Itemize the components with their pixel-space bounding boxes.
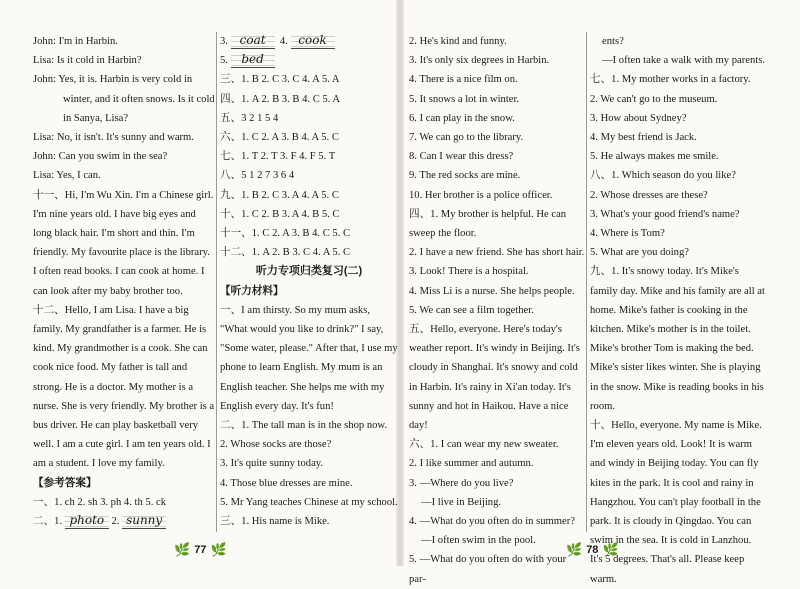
- script-line: —I often take a walk with my parents.: [602, 55, 765, 67]
- handwritten-word: sunny: [122, 512, 166, 529]
- script-line: 2. I like summer and autumn.: [409, 458, 534, 470]
- column-4: [590, 32, 766, 589]
- handwritten-word: coat: [231, 32, 275, 49]
- script-line: ents?: [602, 36, 624, 47]
- material-heading: 【听力材料】: [220, 285, 284, 297]
- script-line: 二、1. The tall man is in the shop now.: [220, 420, 388, 432]
- answer-row-handwritten: 二、1. photo 2. sunny: [33, 512, 215, 531]
- script-line: 5. What are you doing?: [590, 247, 689, 259]
- answer-row: 十一、1. C 2. A 3. B 4. C 5. C: [220, 228, 351, 240]
- script-line: 4. Where is Tom?: [590, 228, 665, 240]
- answer-row-handwritten: 3. coat 4. cook: [220, 32, 398, 51]
- sprout-icon: 🌿: [174, 542, 191, 557]
- sprout-icon: 🌿: [566, 542, 583, 557]
- answer-row: 三、1. B 2. C 3. C 4. A 5. A: [220, 74, 340, 86]
- script-line: 7. We can go to the library.: [409, 132, 524, 144]
- column-2: [220, 32, 398, 531]
- script-line: 3. —Where do you live?: [409, 477, 514, 489]
- passage: 十、Hello, everyone. My name is Mike. I'm eleven years old. Look! It is warm and windy in Beijing today. You can fly kites in the park. It is cool and rainy in Hangzhou. You can't play football in the park. It is cloudy in Qingdao. You can swim in the sea. It is cold in Lanzhou. It's 5 degrees. That's all. Please keep warm.: [590, 420, 762, 585]
- script-line: 9. The red socks are mine.: [409, 170, 521, 182]
- sprout-icon: 🌿: [210, 542, 227, 557]
- script-line: 5. Mr Yang teaches Chinese at my school.: [220, 496, 398, 508]
- passage-11: 十一、Hi, I'm Wu Xin. I'm a Chinese girl. I'm nine years old. I have big eyes and long black hair. I'm short and thin. I'm friendly. My favourite place is the library. I often read books. I can cook at home. I can look after my baby brother too.: [33, 189, 214, 297]
- passage: 九、1. It's snowy today. It's Mike's family day. Mike and his family are all at home. Mike's father is cooking in the kitchen. Mike's mother is in the toilet. Mike's brother Tom is making the bed. Mike's sister likes winter. She is playing in the snow. Mike is reading books in his room.: [590, 266, 765, 412]
- handwritten-word: photo: [65, 512, 109, 529]
- script-line: 4. Miss Li is a nurse. She helps people.: [409, 285, 575, 297]
- column-1: [33, 32, 215, 531]
- dialogue-line: Lisa: No, it isn't. It's sunny and warm.: [33, 132, 194, 144]
- script-line: 八、1. Which season do you like?: [590, 170, 736, 182]
- script-line: 七、1. My mother works in a factory.: [590, 74, 751, 86]
- passage: 五、Hello, everyone. Here's today's weather report. It's windy in Beijing. It's cloudy in Shanghai. It's snowy and cold in Harbin. It's rainy in Xi'an today. It's sunny and hot in Haikou. Have a nice day!: [409, 324, 580, 432]
- script-line: 5. —What do you often do with your par-: [409, 554, 567, 585]
- answer-row: 十二、1. A 2. B 3. C 4. A 5. C: [220, 247, 351, 259]
- script-line: 5. He always makes me smile.: [590, 151, 719, 163]
- script-line: 3. It's quite sunny today.: [220, 458, 324, 470]
- script-line: 3. Look! There is a hospital.: [409, 266, 529, 278]
- script-line: 2. I have a new friend. She has short hair.: [409, 247, 585, 259]
- column-divider: [216, 32, 217, 532]
- script-line: 5. We can see a film together.: [409, 304, 534, 316]
- script-line: 4. There is a nice film on.: [409, 74, 518, 86]
- dialogue-line: John: I'm in Harbin.: [33, 36, 118, 47]
- section-title: 听力专项归类复习(二): [255, 265, 363, 278]
- script-line: 3. What's your good friend's name?: [590, 208, 740, 220]
- script-line: —I live in Beijing.: [421, 496, 502, 508]
- column-divider: [586, 32, 587, 532]
- handwritten-word: cook: [291, 32, 335, 49]
- answer-row: 一、1. ch 2. sh 3. ph 4. th 5. ck: [33, 496, 167, 508]
- script-line: 10. Her brother is a police officer.: [409, 189, 553, 201]
- answer-row: 十、1. C 2. B 3. A 4. B 5. C: [220, 208, 340, 220]
- answer-row: 六、1. C 2. A 3. B 4. A 5. C: [220, 132, 339, 144]
- page-number-left: 🌿 77 🌿: [174, 542, 227, 557]
- dialogue-line: Lisa: Is it cold in Harbin?: [33, 55, 142, 67]
- answer-key-heading: 【参考答案】: [33, 477, 97, 489]
- page-number-right: 🌿 78 🌿: [566, 542, 619, 557]
- script-line: 四、1. My brother is helpful. He can sweep the floor.: [409, 208, 567, 240]
- answer-row: 八、5 1 2 7 3 6 4: [220, 170, 295, 182]
- dialogue-line: John: Can you swim in the sea?: [33, 151, 168, 163]
- dialogue-line: Lisa: Yes, I can.: [33, 170, 101, 182]
- script-line: 4. My best friend is Jack.: [590, 132, 697, 144]
- script-line: —I often swim in the pool.: [421, 535, 536, 547]
- answer-row: 五、3 2 1 5 4: [220, 112, 279, 124]
- passage: 一、I am thirsty. So my mum asks, "What would you like to drink?" I say, "Some water, please." After that, I use my phone to learn English. My mum is an English teacher. She helps me with my English every day. It's fun!: [220, 304, 398, 412]
- script-line: 六、1. I can wear my new sweater.: [409, 439, 559, 451]
- script-line: 3. How about Sydney?: [590, 112, 687, 124]
- script-line: 6. I can play in the snow.: [409, 112, 515, 124]
- answer-row: 九、1. B 2. C 3. A 4. A 5. C: [220, 189, 339, 201]
- script-line: 4. Those blue dresses are mine.: [220, 477, 353, 489]
- script-line: 2. Whose socks are those?: [220, 439, 332, 451]
- script-line: 三、1. His name is Mike.: [220, 516, 330, 528]
- answer-row: 七、1. T 2. T 3. F 4. F 5. T: [220, 151, 336, 163]
- answer-row: 四、1. A 2. B 3. B 4. C 5. A: [220, 93, 341, 105]
- script-line: 3. It's only six degrees in Harbin.: [409, 55, 550, 67]
- passage-12: 十二、Hello, I am Lisa. I have a big family. My grandfather is a farmer. He is kind. My grandmother is a cook. She can cook nice food. My father is tall and strong. He is a doctor. My mother is a nurse. She is very friendly. My brother is a bus driver. He can play basketball very well. I am a cute girl. I am ten years old. I am a student. I love my family.: [33, 304, 215, 470]
- answer-row-handwritten: 5. bed: [220, 51, 398, 70]
- script-line: 8. Can I wear this dress?: [409, 151, 514, 163]
- handwritten-word: bed: [231, 51, 275, 68]
- sprout-icon: 🌿: [602, 542, 619, 557]
- script-line: 2. Whose dresses are these?: [590, 189, 708, 201]
- dialogue-line: John: Yes, it is. Harbin is very cold in winter, and it often snows. Is it cold in Sanya, Lisa?: [33, 74, 215, 124]
- script-line: 2. He's kind and funny.: [409, 36, 507, 47]
- column-3: [409, 32, 585, 589]
- script-line: 5. It snows a lot in winter.: [409, 93, 520, 105]
- script-line: 2. We can't go to the museum.: [590, 93, 718, 105]
- script-line: 4. —What do you often do in summer?: [409, 516, 575, 528]
